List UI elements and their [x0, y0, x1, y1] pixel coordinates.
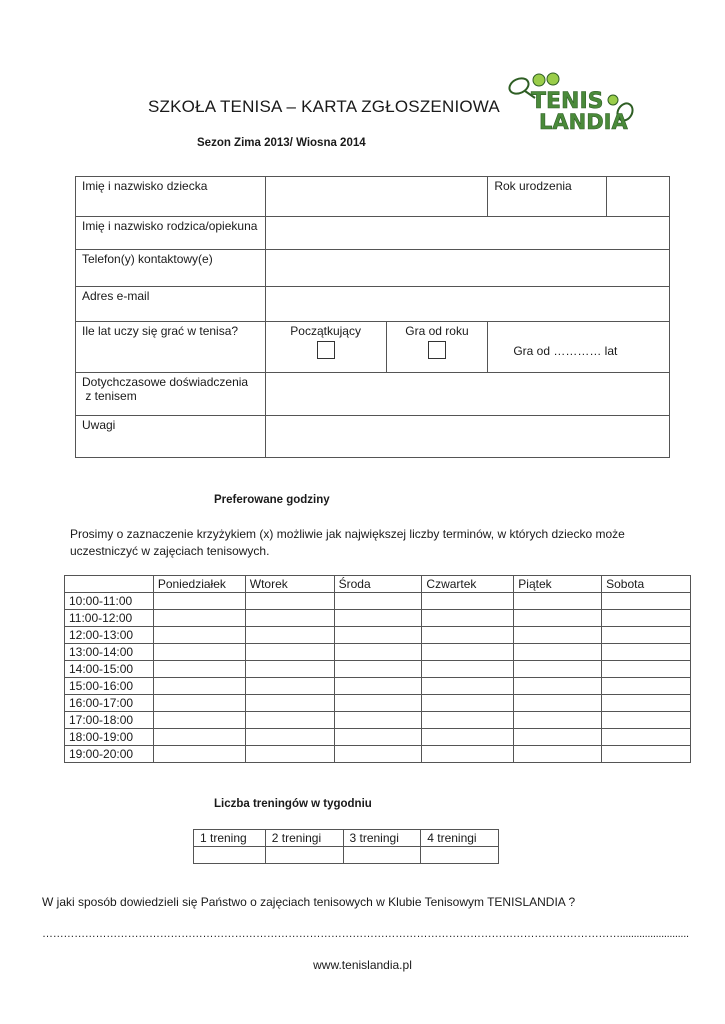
- hour-cell[interactable]: [334, 712, 422, 729]
- hour-cell[interactable]: [422, 610, 514, 627]
- hour-cell[interactable]: [153, 678, 245, 695]
- option-one-year[interactable]: [386, 322, 488, 373]
- time-slot-label: 10:00-11:00: [65, 593, 154, 610]
- hour-cell[interactable]: [422, 627, 514, 644]
- experience-label-line1: Dotychczasowe doświadczenia: [82, 375, 249, 389]
- experience-label: [76, 373, 266, 416]
- hour-cell[interactable]: [153, 695, 245, 712]
- hour-cell[interactable]: [602, 610, 691, 627]
- season-label: Sezon Zima 2013/ Wiosna 2014: [197, 137, 366, 149]
- hour-cell[interactable]: [245, 729, 334, 746]
- time-slot-label: 19:00-20:00: [65, 746, 154, 763]
- hour-cell[interactable]: [334, 695, 422, 712]
- hour-cell[interactable]: [514, 729, 602, 746]
- time-slot-label: 14:00-15:00: [65, 661, 154, 678]
- day-header: Środa: [334, 576, 422, 593]
- hour-cell[interactable]: [153, 746, 245, 763]
- time-slot-label: 17:00-18:00: [65, 712, 154, 729]
- hour-cell[interactable]: [422, 712, 514, 729]
- applicant-table: [75, 176, 670, 458]
- option-beginner[interactable]: [265, 322, 386, 373]
- phone-label: Telefon(y) kontaktowy(e): [76, 250, 266, 287]
- training-option-label: 4 treningi: [421, 830, 499, 847]
- option-beginner-label: Początkujący: [290, 324, 361, 338]
- option-years-field[interactable]: [488, 322, 670, 373]
- hour-cell[interactable]: [422, 661, 514, 678]
- table-row: [65, 712, 691, 729]
- hour-cell[interactable]: [245, 712, 334, 729]
- hour-cell[interactable]: [514, 678, 602, 695]
- training-option-label: 2 treningi: [265, 830, 343, 847]
- hour-cell[interactable]: [514, 746, 602, 763]
- time-slot-label: 12:00-13:00: [65, 627, 154, 644]
- source-question: W jaki sposób dowiedzieli się Państwo o zajęciach tenisowych w Klubie Tenisowym TENISLANDIA ?: [42, 895, 576, 909]
- hour-cell[interactable]: [334, 593, 422, 610]
- hour-cell[interactable]: [602, 661, 691, 678]
- child-name-label: Imię i nazwisko dziecka: [76, 177, 266, 217]
- hour-cell[interactable]: [514, 712, 602, 729]
- time-slot-label: 15:00-16:00: [65, 678, 154, 695]
- hour-cell[interactable]: [422, 678, 514, 695]
- hour-cell[interactable]: [422, 593, 514, 610]
- table-row: [65, 610, 691, 627]
- time-slot-label: 11:00-12:00: [65, 610, 154, 627]
- one-year-checkbox[interactable]: [428, 341, 446, 359]
- hours-instruction: Prosimy o zaznaczenie krzyżykiem (x) możliwie jak największej liczby terminów, w których dziecko może uczestniczyć w zajęciach tenisowych.: [70, 527, 625, 558]
- hour-cell[interactable]: [602, 729, 691, 746]
- trainings-heading: Liczba treningów w tygodniu: [214, 798, 372, 810]
- time-slot-label: 16:00-17:00: [65, 695, 154, 712]
- notes-field[interactable]: [265, 416, 669, 458]
- notes-label: Uwagi: [76, 416, 266, 458]
- hour-cell[interactable]: [334, 610, 422, 627]
- hour-cell[interactable]: [334, 746, 422, 763]
- hour-cell[interactable]: [245, 627, 334, 644]
- hour-cell[interactable]: [245, 644, 334, 661]
- day-header: Wtorek: [245, 576, 334, 593]
- beginner-checkbox[interactable]: [317, 341, 335, 359]
- hour-cell[interactable]: [514, 593, 602, 610]
- website-link[interactable]: www.tenislandia.pl: [313, 958, 412, 972]
- hour-cell[interactable]: [422, 746, 514, 763]
- birth-year-label: Rok urodzenia: [488, 177, 607, 217]
- hour-cell[interactable]: [422, 644, 514, 661]
- hour-cell[interactable]: [245, 678, 334, 695]
- email-field[interactable]: [265, 287, 669, 322]
- years-label: Ile lat uczy się grać w tenisa?: [76, 322, 266, 373]
- phone-field[interactable]: [265, 250, 669, 287]
- hour-cell[interactable]: [602, 712, 691, 729]
- training-option-cell[interactable]: [194, 847, 266, 864]
- option-years-label: Gra od ………… lat: [513, 344, 618, 358]
- hour-cell[interactable]: [245, 593, 334, 610]
- day-header: Czwartek: [422, 576, 514, 593]
- hour-cell[interactable]: [602, 593, 691, 610]
- hour-cell[interactable]: [245, 695, 334, 712]
- table-row: [65, 678, 691, 695]
- hour-cell[interactable]: [334, 729, 422, 746]
- time-slot-label: 13:00-14:00: [65, 644, 154, 661]
- table-row: [65, 661, 691, 678]
- training-option-cell[interactable]: [421, 847, 499, 864]
- table-row: [65, 695, 691, 712]
- experience-field[interactable]: [265, 373, 669, 416]
- training-option-cell[interactable]: [265, 847, 343, 864]
- table-row: [65, 593, 691, 610]
- hour-cell[interactable]: [514, 610, 602, 627]
- table-row: [65, 729, 691, 746]
- parent-name-label: Imię i nazwisko rodzica/opiekuna: [76, 217, 266, 250]
- hour-cell[interactable]: [514, 644, 602, 661]
- hour-cell[interactable]: [514, 661, 602, 678]
- child-name-field[interactable]: [265, 177, 488, 217]
- training-option-label: 3 treningi: [343, 830, 421, 847]
- hour-cell[interactable]: [602, 627, 691, 644]
- day-header: Poniedziałek: [153, 576, 245, 593]
- hour-cell[interactable]: [514, 695, 602, 712]
- hour-cell[interactable]: [602, 678, 691, 695]
- email-label: Adres e-mail: [76, 287, 266, 322]
- hour-cell[interactable]: [153, 610, 245, 627]
- training-option-cell[interactable]: [343, 847, 421, 864]
- trainings-table: [193, 829, 499, 864]
- hour-cell[interactable]: [153, 593, 245, 610]
- tenislandia-logo: [505, 70, 635, 134]
- option-one-year-label: Gra od roku: [405, 324, 469, 338]
- preferred-hours-heading: Preferowane godziny: [214, 494, 330, 506]
- logo-text-bottom: LANDIA: [539, 110, 628, 134]
- page-title: SZKOŁA TENISA – KARTA ZGŁOSZENIOWA: [148, 97, 500, 116]
- day-header: Sobota: [602, 576, 691, 593]
- hour-cell[interactable]: [334, 627, 422, 644]
- table-row: [65, 627, 691, 644]
- day-header: Piątek: [514, 576, 602, 593]
- hour-cell[interactable]: [602, 695, 691, 712]
- experience-label-line2: z tenisem: [82, 389, 137, 403]
- table-row: [65, 644, 691, 661]
- hour-cell[interactable]: [602, 644, 691, 661]
- hour-cell[interactable]: [153, 729, 245, 746]
- hour-cell[interactable]: [334, 678, 422, 695]
- hour-cell[interactable]: [334, 661, 422, 678]
- hour-cell[interactable]: [153, 712, 245, 729]
- time-slot-label: 18:00-19:00: [65, 729, 154, 746]
- hour-cell[interactable]: [153, 644, 245, 661]
- hour-cell[interactable]: [334, 644, 422, 661]
- logo-text-top: TENIS: [531, 89, 604, 114]
- hour-cell[interactable]: [153, 627, 245, 644]
- hour-cell[interactable]: [245, 610, 334, 627]
- birth-year-field[interactable]: [607, 177, 670, 217]
- answer-line[interactable]: ……………………………………………………………………………………………………………………………………………….........................: [42, 928, 689, 940]
- table-row: [65, 746, 691, 763]
- parent-name-field[interactable]: [265, 217, 669, 250]
- hour-cell[interactable]: [422, 695, 514, 712]
- hour-cell[interactable]: [422, 729, 514, 746]
- hours-corner: [65, 576, 154, 593]
- hours-table: [64, 575, 691, 763]
- hour-cell[interactable]: [153, 661, 245, 678]
- hour-cell[interactable]: [245, 746, 334, 763]
- hour-cell[interactable]: [602, 746, 691, 763]
- hour-cell[interactable]: [514, 627, 602, 644]
- training-option-label: 1 trening: [194, 830, 266, 847]
- hour-cell[interactable]: [245, 661, 334, 678]
